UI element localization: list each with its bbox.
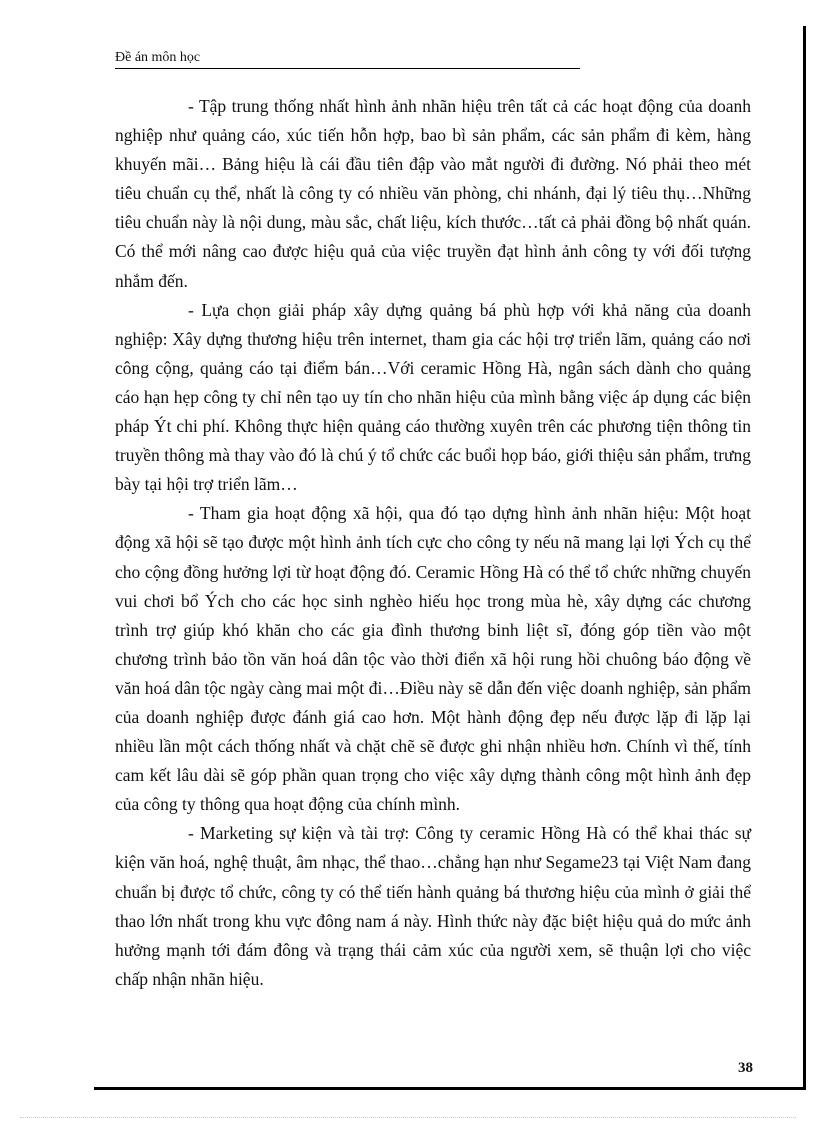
paragraph-social-activities: - Tham gia hoạt động xã hội, qua đó tạo dựng hình ảnh nhãn hiệu: Một hoạt động xã hội sẽ tạo được một hình ảnh tích cực cho công ty nếu nã mang lại lợi Ých cụ thể cho cộng đồng hưởng lợi từ hoạt động đó. Ceramic Hồng Hà có thể tổ chức những chuyến vui chơi bổ Ých cho các học sinh nghèo hiếu học trong mùa hè, xây dựng các chương trình trợ giúp khó khăn cho các gia đình thương binh liệt sĩ, đóng góp tiền vào một chương trình bảo tồn văn hoá dân tộc vào thời điển xã hội rung hồi chuông báo động về văn hoá dân tộc ngày càng mai một đi…Điều này sẽ dẫn đến việc doanh nghiệp, sản phẩm của doanh nghiệp được đánh giá cao hơn. Một hành động đẹp nếu được lặp đi lặp lại nhiều lần một cách thống nhất và chặt chẽ sẽ được ghi nhận nhiều hơn. Chính vì thế, tính cam kết lâu dài sẽ góp phần quan trọng cho việc xây dựng thành công một hình ảnh đẹp của công ty thông qua hoạt động của chính mình. bbox=[115, 503, 751, 815]
paragraph-event-marketing: - Marketing sự kiện và tài trợ: Công ty ceramic Hồng Hà có thể khai thác sự kiện văn hoá, nghệ thuật, âm nhạc, thể thao…chẳng hạn như Segame23 tại Việt Nam đang chuẩn bị được tổ chức, công ty có thể tiến hành quảng bá thương hiệu của mình ở giải thể thao lớn nhất trong khu vực đông nam á này. Hình thức này đặc biệt hiệu quả do mức ảnh hưởng mạnh tới đám đông và trạng thái cảm xúc của người xem, sẽ thuận lợi cho việc chấp nhận nhãn hiệu. bbox=[115, 823, 751, 989]
document-body bbox=[115, 92, 751, 994]
paragraph-brand-consistency: - Tập trung thống nhất hình ảnh nhãn hiệu trên tất cả các hoạt động của doanh nghiệp như quảng cáo, xúc tiến hỗn hợp, bao bì sản phẩm, các sản phẩm đi kèm, hàng khuyến mãi… Bảng hiệu là cái đầu tiên đập vào mắt người đi đường. Nó phải theo mét tiêu chuẩn cụ thể, nhất là công ty có nhiều văn phòng, chi nhánh, đại lý tiêu thụ…Những tiêu chuẩn này là nội dung, màu sắc, chất liệu, kích thước…tất cả phải đồng bộ nhất quán. Có thể mới nâng cao được hiệu quả của việc truyền đạt hình ảnh công ty với đối tượng nhắm đến. bbox=[115, 96, 751, 291]
paragraph-promotion-solution: - Lựa chọn giải pháp xây dựng quảng bá phù hợp với khả năng của doanh nghiệp: Xây dựng thương hiệu trên internet, tham gia các hội trợ triển lãm, quảng cáo nơi công cộng, quảng cáo tại điểm bán…Với ceramic Hồng Hà, ngân sách dành cho quảng cáo hạn hẹp công ty chỉ nên tạo uy tín cho nhãn hiệu của mình bằng việc áp dụng các biện pháp Ýt chi phí. Không thực hiện quảng cáo thường xuyên trên các phương tiện thông tin truyền thông mà thay vào đó là chú ý tổ chức các buổi họp báo, giới thiệu sản phẩm, trưng bày tại hội trợ triển lãm… bbox=[115, 299, 751, 495]
header-title: Đề án môn học bbox=[115, 50, 201, 65]
page-header bbox=[115, 49, 580, 69]
page-divider bbox=[20, 1117, 796, 1118]
page-number: 38 bbox=[738, 1060, 753, 1076]
